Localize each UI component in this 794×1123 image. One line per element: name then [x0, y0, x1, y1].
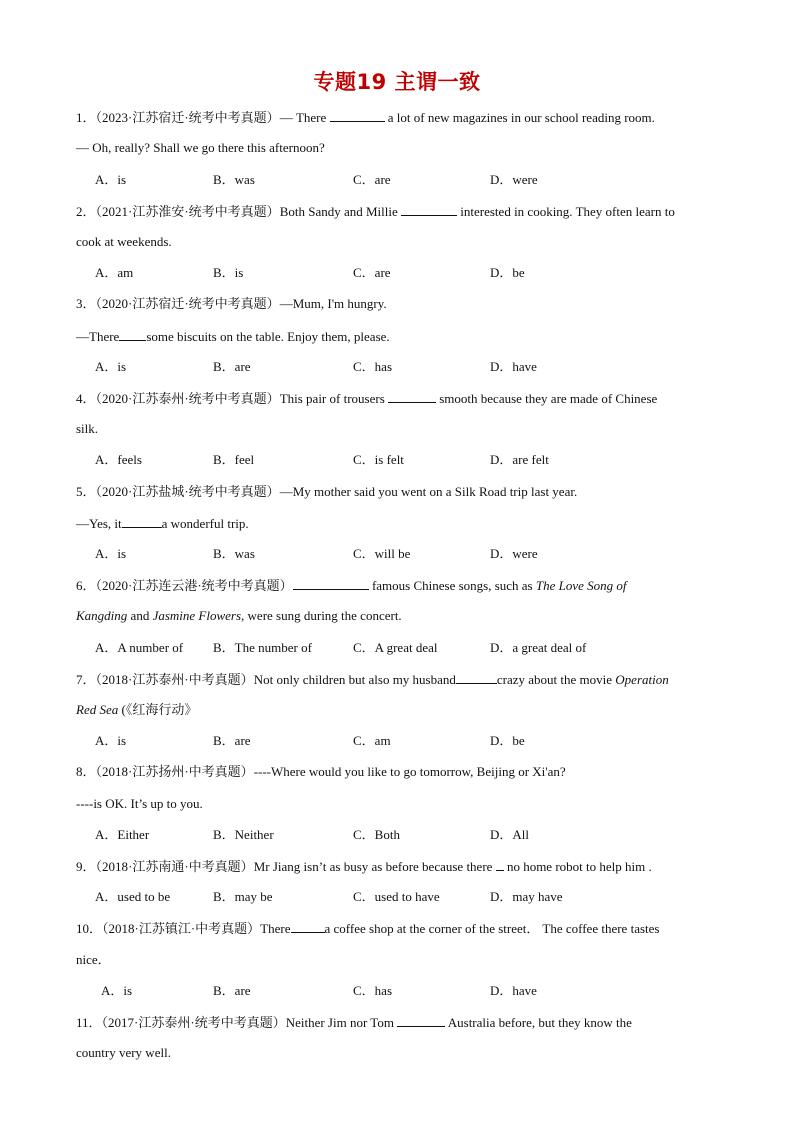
- question-6-options: [95, 640, 735, 656]
- option-a[interactable]: A．is: [95, 359, 127, 374]
- question-8-options: [95, 827, 735, 843]
- option-d[interactable]: D．be: [490, 733, 525, 748]
- question-7-line-2: Red Sea (《红海行动》: [76, 702, 198, 717]
- option-c[interactable]: C．has: [353, 983, 393, 998]
- option-c[interactable]: C．is felt: [353, 452, 404, 467]
- question-6-line-2: Kangding and Jasmine Flowers, were sung during the concert.: [76, 608, 402, 623]
- option-b[interactable]: B．was: [213, 172, 255, 187]
- question-7-stem: 7．（2018·江苏泰州·中考真题）Not only children but also my husband crazy about the movie Operation: [76, 672, 669, 687]
- option-c[interactable]: C．will be: [353, 546, 411, 561]
- option-a[interactable]: A．is: [101, 983, 133, 998]
- question-number: 5．: [76, 484, 96, 499]
- option-d[interactable]: D．were: [490, 546, 538, 561]
- option-a[interactable]: A．am: [95, 265, 134, 280]
- option-b[interactable]: B．are: [213, 983, 251, 998]
- question-2-options: [95, 265, 735, 281]
- question-5-stem: 5．（2020·江苏盐城·统考中考真题）—My mother said you went on a Silk Road trip last year.: [76, 484, 578, 499]
- question-11-stem: 11．（2017·江苏泰州·统考中考真题）Neither Jim nor Tom Australia before, but they know the: [76, 1015, 632, 1030]
- option-a[interactable]: A．Either: [95, 827, 150, 842]
- question-3-line-2: —There some biscuits on the table. Enjoy them, please.: [76, 329, 390, 344]
- question-number: 2．: [76, 204, 96, 219]
- option-b[interactable]: B．feel: [213, 452, 255, 467]
- question-number: 7．: [76, 672, 96, 687]
- question-number: 10．: [76, 921, 103, 936]
- question-4-options: [95, 452, 735, 468]
- option-a[interactable]: A．is: [95, 172, 127, 187]
- answer-blank: [293, 577, 369, 590]
- option-c[interactable]: C．has: [353, 359, 393, 374]
- answer-blank: [397, 1014, 445, 1027]
- option-c[interactable]: C．am: [353, 733, 391, 748]
- question-1-options: [95, 172, 735, 188]
- question-source: （2023·江苏宿迁·统考中考真题）: [95, 110, 280, 125]
- option-d[interactable]: D．a great deal of: [490, 640, 587, 655]
- question-number: 4．: [76, 391, 96, 406]
- question-9-stem: 9．（2018·江苏南通·中考真题）Mr Jiang isn’t as busy as before because there no home robot to help him .: [76, 859, 652, 874]
- option-b[interactable]: B．was: [213, 546, 255, 561]
- option-d[interactable]: D．may have: [490, 889, 563, 904]
- question-source: （2018·江苏扬州·中考真题）: [95, 764, 254, 779]
- answer-blank: [122, 515, 162, 528]
- question-3-stem: 3．（2020·江苏宿迁·统考中考真题）—Mum, I'm hungry.: [76, 296, 387, 311]
- option-a[interactable]: A．A number of: [95, 640, 184, 655]
- answer-blank: [456, 671, 497, 684]
- option-b[interactable]: B．Neither: [213, 827, 274, 842]
- option-a[interactable]: A．used to be: [95, 889, 171, 904]
- option-d[interactable]: D．are felt: [490, 452, 549, 467]
- option-b[interactable]: B．The number of: [213, 640, 312, 655]
- option-d[interactable]: D．have: [490, 359, 537, 374]
- option-c[interactable]: C．used to have: [353, 889, 440, 904]
- question-10-stem: 10．（2018·江苏镇江·中考真题）There a coffee shop at the corner of the street． The coffee there tastes: [76, 921, 660, 936]
- question-source: （2021·江苏淮安·统考中考真题）: [95, 204, 280, 219]
- question-source: （2017·江苏泰州·统考中考真题）: [101, 1015, 286, 1030]
- answer-blank: [496, 858, 504, 871]
- answer-blank: [291, 920, 325, 933]
- question-10-line-2: nice．: [76, 952, 111, 967]
- question-9-options: [95, 889, 735, 905]
- question-source: （2020·江苏泰州·统考中考真题）: [95, 391, 280, 406]
- question-source: （2020·江苏宿迁·统考中考真题）: [95, 296, 280, 311]
- question-number: 1．: [76, 110, 96, 125]
- option-b[interactable]: B．is: [213, 265, 244, 280]
- option-d[interactable]: D．be: [490, 265, 525, 280]
- answer-blank: [388, 390, 436, 403]
- question-1-line-2: — Oh, really? Shall we go there this afternoon?: [76, 140, 325, 155]
- option-b[interactable]: B．are: [213, 733, 251, 748]
- question-2-line-2: cook at weekends.: [76, 234, 172, 249]
- question-number: 3．: [76, 296, 96, 311]
- option-d[interactable]: D．were: [490, 172, 538, 187]
- option-c[interactable]: C．A great deal: [353, 640, 438, 655]
- option-b[interactable]: B．are: [213, 359, 251, 374]
- question-10-options: [95, 983, 735, 999]
- option-d[interactable]: D．have: [490, 983, 537, 998]
- question-6-stem: 6．（2020·江苏连云港·统考中考真题） famous Chinese songs, such as The Love Song of: [76, 578, 627, 593]
- question-8-line-2: ----is OK. It’s up to you.: [76, 796, 203, 811]
- question-source: （2018·江苏泰州·中考真题）: [95, 672, 254, 687]
- answer-blank: [401, 203, 457, 216]
- question-7-options: [95, 733, 735, 749]
- question-number: 8．: [76, 764, 96, 779]
- question-source: （2020·江苏连云港·统考中考真题）: [95, 578, 293, 593]
- option-a[interactable]: A．feels: [95, 452, 142, 467]
- question-source: （2018·江苏南通·中考真题）: [95, 859, 254, 874]
- question-number: 11．: [76, 1015, 102, 1030]
- question-11-line-2: country very well.: [76, 1045, 171, 1060]
- question-1-stem: 1．（2023·江苏宿迁·统考中考真题）— There a lot of new magazines in our school reading room.: [76, 110, 655, 125]
- question-number: 9．: [76, 859, 96, 874]
- option-a[interactable]: A．is: [95, 546, 127, 561]
- question-source: （2020·江苏盐城·统考中考真题）: [95, 484, 280, 499]
- answer-blank: [119, 328, 146, 341]
- question-8-stem: 8．（2018·江苏扬州·中考真题）----Where would you like to go tomorrow, Beijing or Xi'an?: [76, 764, 566, 779]
- question-5-options: [95, 546, 735, 562]
- question-number: 6．: [76, 578, 96, 593]
- question-4-stem: 4．（2020·江苏泰州·统考中考真题）This pair of trousers smooth because they are made of Chinese: [76, 391, 658, 406]
- question-source: （2018·江苏镇江·中考真题）: [102, 921, 261, 936]
- option-a[interactable]: A．is: [95, 733, 127, 748]
- question-4-line-2: silk.: [76, 421, 99, 436]
- option-d[interactable]: D．All: [490, 827, 530, 842]
- answer-blank: [330, 109, 385, 122]
- question-5-line-2: —Yes, it a wonderful trip.: [76, 516, 249, 531]
- option-c[interactable]: C．are: [353, 265, 391, 280]
- question-3-options: [95, 359, 735, 375]
- question-2-stem: 2．（2021·江苏淮安·统考中考真题）Both Sandy and Millie interested in cooking. They often learn to: [76, 204, 675, 219]
- option-c[interactable]: C．Both: [353, 827, 400, 842]
- option-c[interactable]: C．are: [353, 172, 391, 187]
- page-title: 专题19 主谓一致: [313, 70, 481, 94]
- option-b[interactable]: B．may be: [213, 889, 273, 904]
